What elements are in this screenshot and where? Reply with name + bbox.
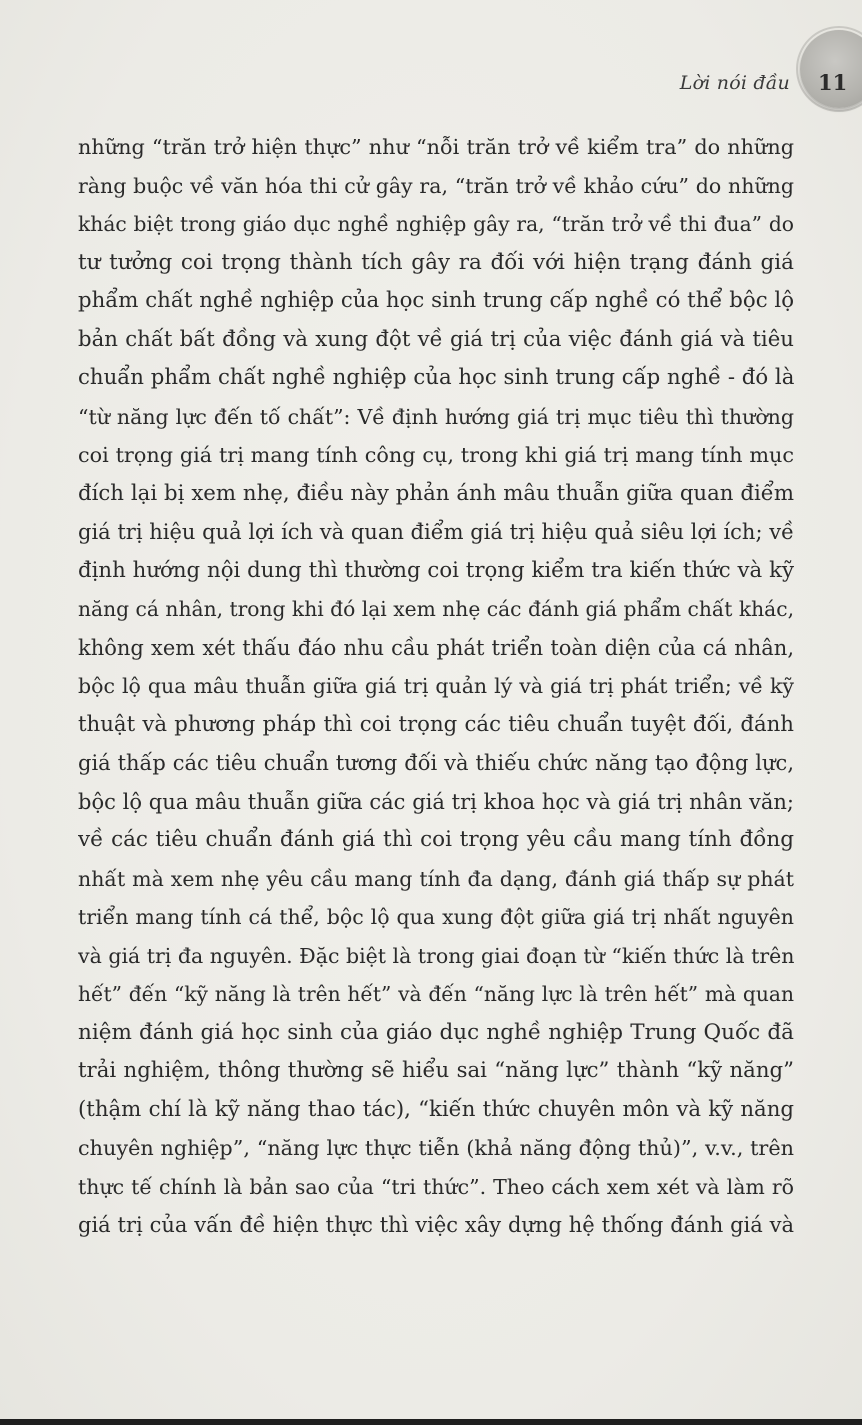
text-line: thuật và phương pháp thì coi trọng các tiêu chuẩn tuyệt đối, đánh <box>78 711 794 737</box>
text-line: thực tế chính là bản sao của “tri thức”. Theo cách xem xét và làm rõ <box>78 1174 794 1199</box>
text-line: bộc lộ qua mâu thuẫn giữa giá trị quản lý và giá trị phát triển; về kỹ <box>78 674 794 698</box>
text-line: những “trăn trở hiện thực” như “nỗi trăn trở về kiểm tra” do những <box>78 135 794 159</box>
text-line: về các tiêu chuẩn đánh giá thì coi trọng yêu cầu mang tính đồng <box>78 827 794 852</box>
text-line: triển mang tính cá thể, bộc lộ qua xung đột giữa giá trị nhất nguyên <box>78 905 794 929</box>
text-line: tư tưởng coi trọng thành tích gây ra đối với hiện trạng đánh giá <box>78 249 794 275</box>
text-line: chuyên nghiệp”, “năng lực thực tiễn (khả năng động thủ)”, v.v., trên <box>78 1136 794 1160</box>
text-line: (thậm chí là kỹ năng thao tác), “kiến thức chuyên môn và kỹ năng <box>78 1096 794 1122</box>
text-line: khác biệt trong giáo dục nghề nghiệp gây ra, “trăn trở về thi đua” do <box>78 212 794 236</box>
text-line: phẩm chất nghề nghiệp của học sinh trung cấp nghề có thể bộc lộ <box>78 288 794 313</box>
text-line: giá thấp các tiêu chuẩn tương đối và thiếu chức năng tạo động lực, <box>78 751 794 775</box>
text-line: ràng buộc về văn hóa thi cử gây ra, “trăn trở về khảo cứu” do những <box>78 173 794 198</box>
text-line: bộc lộ qua mâu thuẫn giữa các giá trị khoa học và giá trị nhân văn; <box>78 789 794 814</box>
text-line: bản chất bất đồng và xung đột về giá trị của việc đánh giá và tiêu <box>78 326 794 352</box>
body-paragraph <box>78 128 794 1245</box>
text-line: không xem xét thấu đáo nhu cầu phát triển toàn diện của cá nhân, <box>78 635 794 660</box>
text-line: năng cá nhân, trong khi đó lại xem nhẹ các đánh giá phẩm chất khác, <box>78 597 794 621</box>
text-line: “từ năng lực đến tố chất”: Về định hướng giá trị mục tiêu thì thường <box>78 404 794 429</box>
text-line: nhất mà xem nhẹ yêu cầu mang tính đa dạng, đánh giá thấp sự phát <box>78 866 794 891</box>
text-line: giá trị của vấn đề hiện thực thì việc xây dựng hệ thống đánh giá và <box>78 1213 794 1237</box>
text-line: và giá trị đa nguyên. Đặc biệt là trong giai đoạn từ “kiến thức là trên <box>78 943 794 968</box>
text-line: hết” đến “kỹ năng là trên hết” và đến “năng lực là trên hết” mà quan <box>78 982 794 1006</box>
text-line: đích lại bị xem nhẹ, điều này phản ánh mâu thuẫn giữa quan điểm <box>78 480 794 506</box>
page-number: 11 <box>818 70 848 95</box>
page-header <box>0 58 862 118</box>
text-line: giá trị hiệu quả lợi ích và quan điểm giá trị hiệu quả siêu lợi ích; về <box>78 520 794 544</box>
text-line: niệm đánh giá học sinh của giáo dục nghề nghiệp Trung Quốc đã <box>78 1019 794 1045</box>
text-line: định hướng nội dung thì thường coi trọng kiểm tra kiến thức và kỹ <box>78 557 794 583</box>
text-line: coi trọng giá trị mang tính công cụ, trong khi giá trị mang tính mục <box>78 443 794 467</box>
text-line: chuẩn phẩm chất nghề nghiệp của học sinh trung cấp nghề - đó là <box>78 365 794 390</box>
scan-bottom-edge <box>0 1419 862 1425</box>
running-title: Lời nói đầu <box>679 72 790 94</box>
text-line: trải nghiệm, thông thường sẽ hiểu sai “năng lực” thành “kỹ năng” <box>78 1058 794 1083</box>
